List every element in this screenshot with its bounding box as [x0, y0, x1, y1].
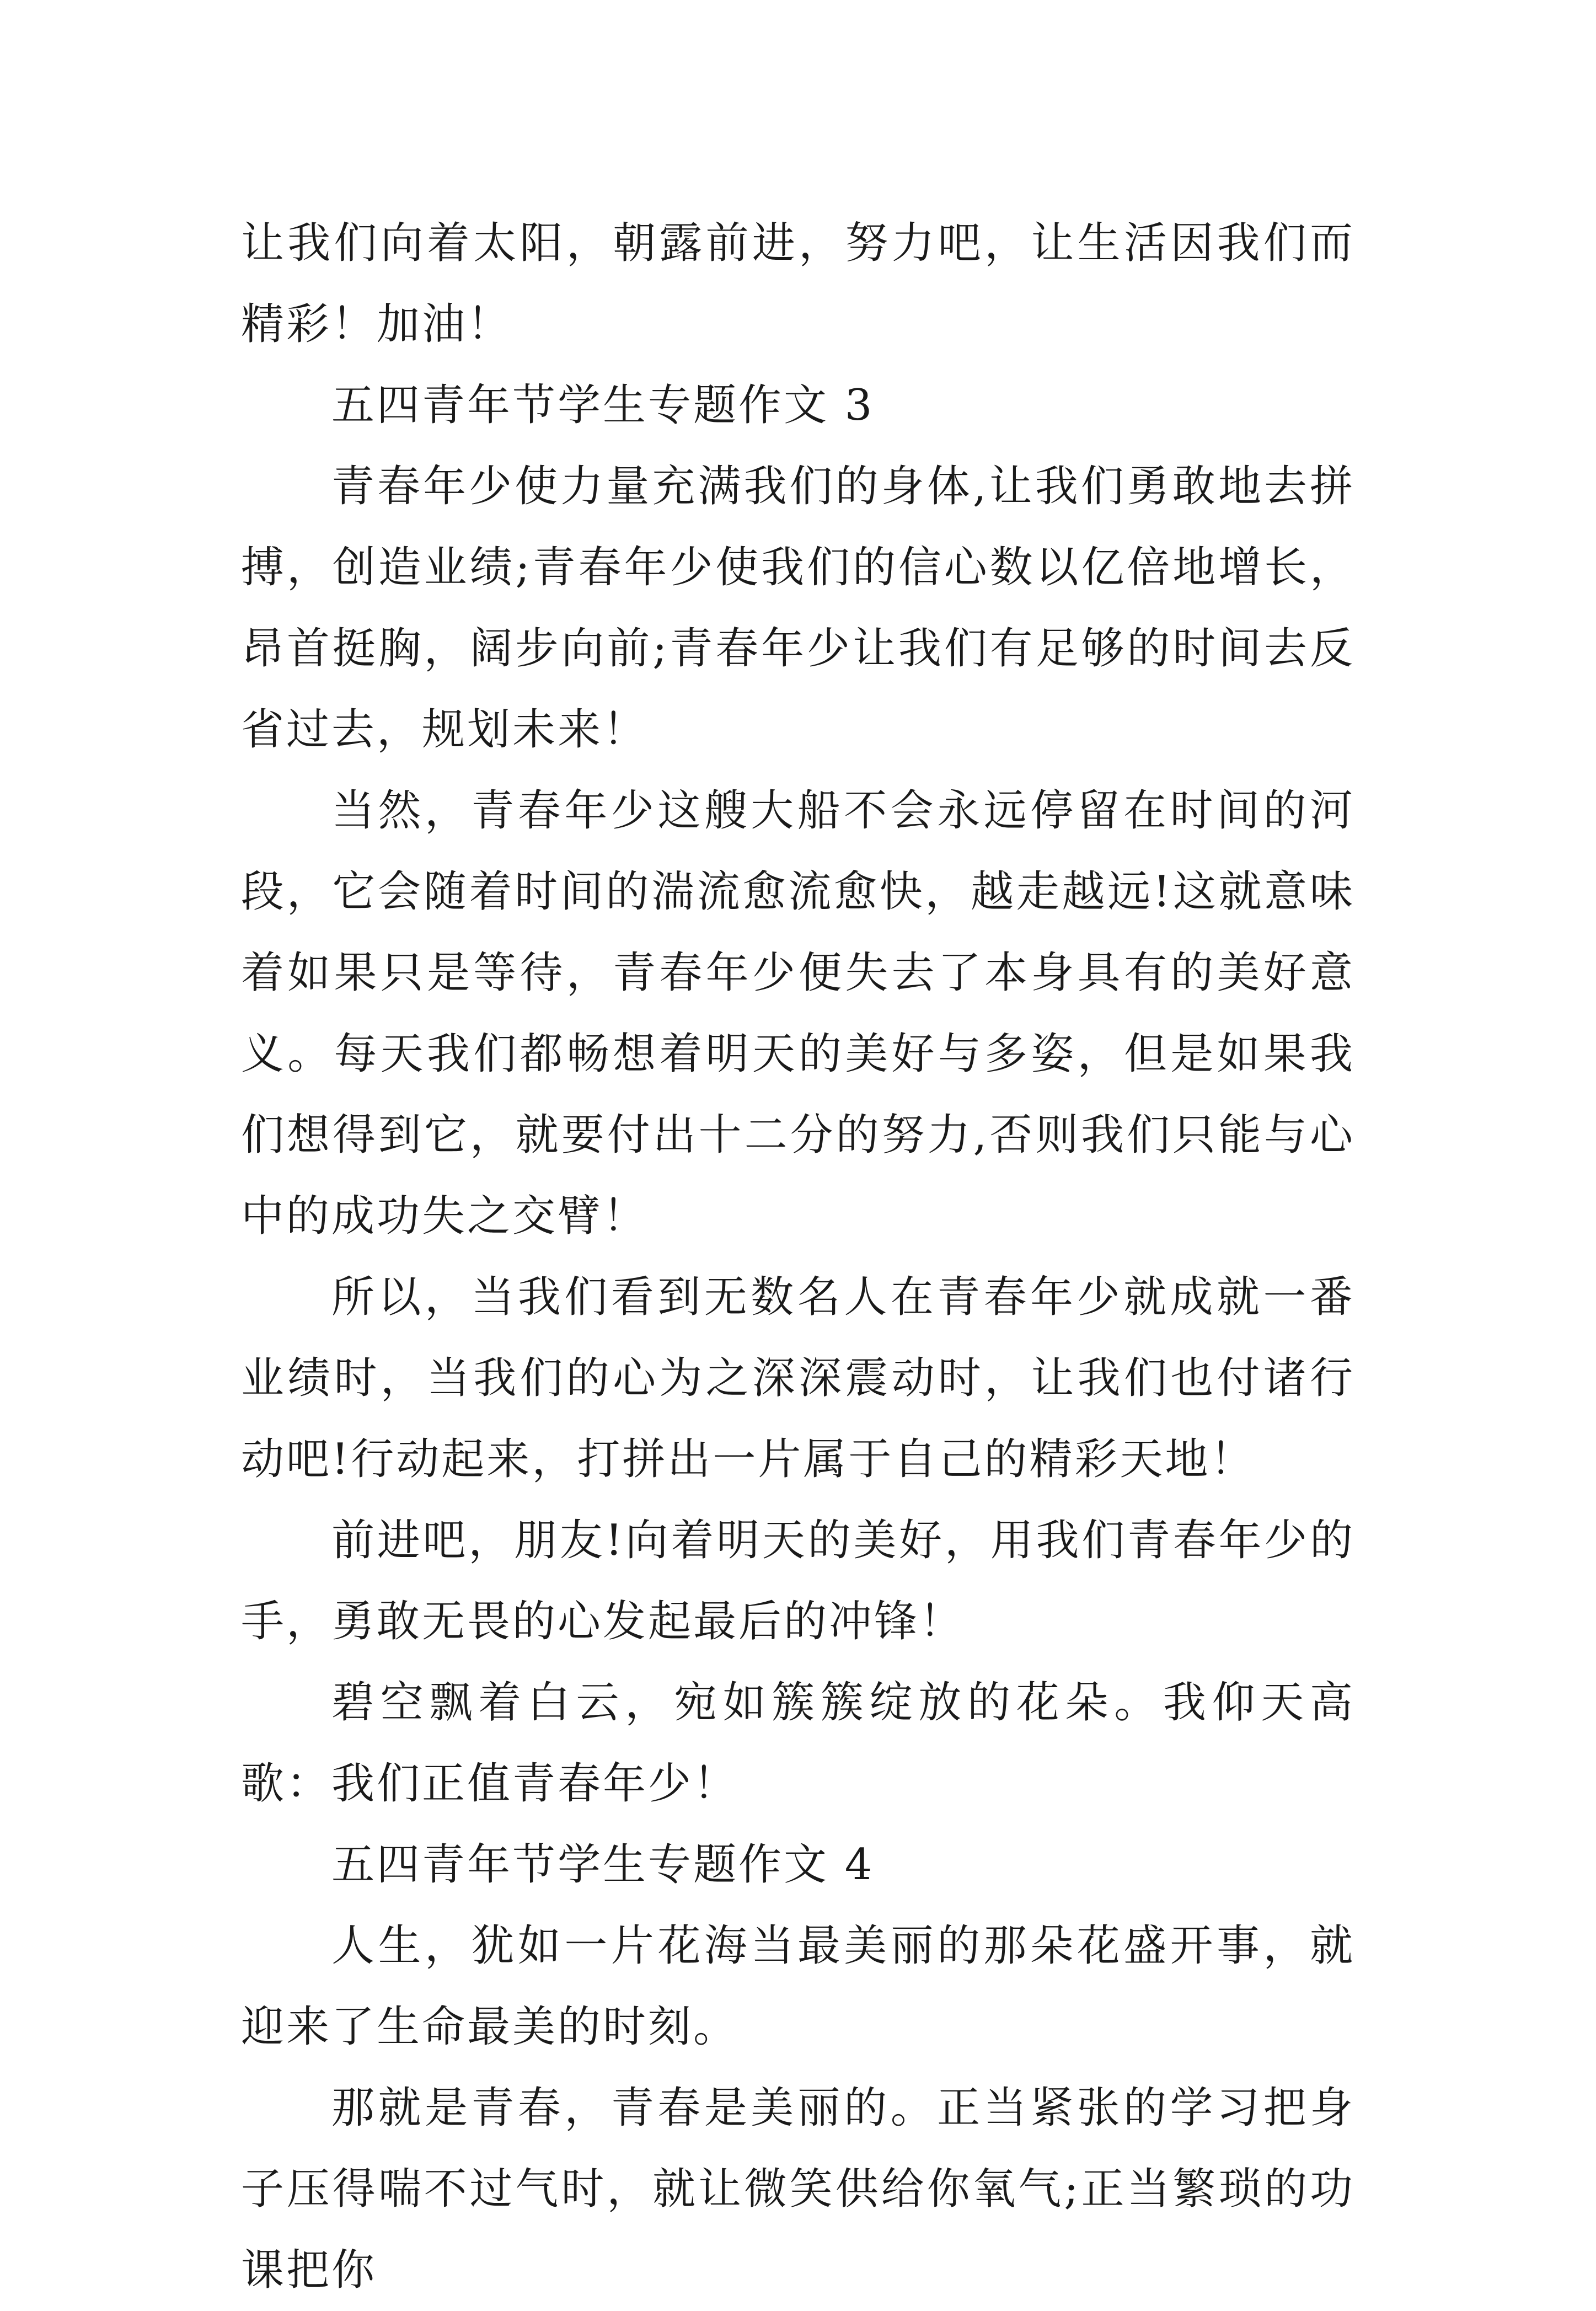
paragraph: 那就是青春，青春是美丽的。正当紧张的学习把身子压得喘不过气时，就让微笑供给你氧气;正当繁琐的功课把你 — [241, 2083, 1355, 2295]
document-body — [241, 203, 1355, 2311]
paragraph: 碧空飘着白云，宛如簇簇绽放的花朵。我仰天高歌：我们正值青春年少！ — [241, 1678, 1355, 1809]
paragraph-closing: 让我们向着太阳，朝露前进，努力吧，让生活因我们而精彩！加油！ — [241, 218, 1355, 349]
paragraph: 青春年少使力量充满我们的身体,让我们勇敢地去拼搏，创造业绩;青春年少使我们的信心数以亿倍地增长，昂首挺胸，阔步向前;青春年少让我们有足够的时间去反省过去，规划未来！ — [241, 462, 1355, 755]
paragraph: 人生，犹如一片花海当最美丽的那朵花盛开事，就迎来了生命最美的时刻。 — [241, 1921, 1355, 2052]
section-heading-4: 五四青年节学生专题作文 4 — [331, 1840, 875, 1890]
section-heading-3: 五四青年节学生专题作文 3 — [331, 381, 875, 430]
paragraph: 当然，青春年少这艘大船不会永远停留在时间的河段，它会随着时间的湍流愈流愈快，越走越远!这就意味着如果只是等待，青春年少便失去了本身具有的美好意义。每天我们都畅想着明天的美好与多姿，但是如果我们想得到它，就要付出十二分的努力,否则我们只能与心中的成功失之交臂！ — [241, 786, 1355, 1241]
paragraph: 前进吧，朋友!向着明天的美好，用我们青春年少的手，勇敢无畏的心发起最后的冲锋！ — [241, 1516, 1355, 1646]
paragraph: 所以，当我们看到无数名人在青春年少就成就一番业绩时，当我们的心为之深深震动时，让我们也付诸行动吧!行动起来，打拼出一片属于自己的精彩天地！ — [241, 1272, 1355, 1484]
